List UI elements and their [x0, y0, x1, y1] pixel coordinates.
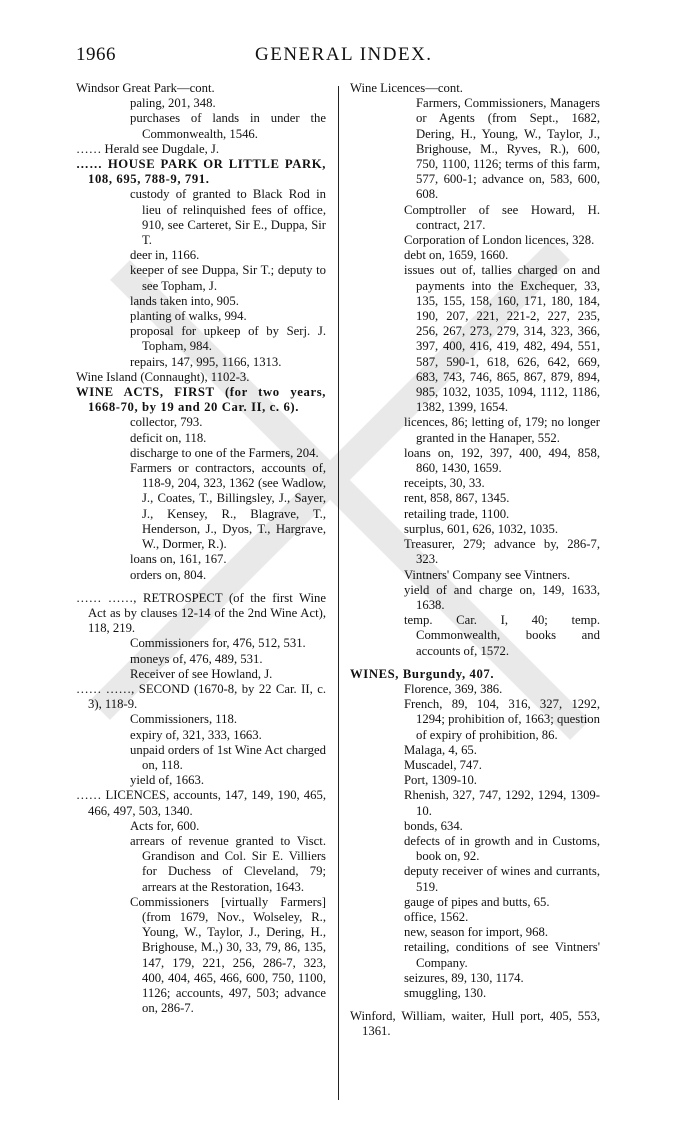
index-column-right [350, 81, 600, 1040]
index-entry: planting of walks, 994. [130, 309, 247, 324]
index-entry: issues out of, tallies charged on and payments into the Exchequer, 33, 135, 155, 158, 160, 171, 180, 184, 190, 207, 221, 221-2, 227, 235, 256, 267, 273, 279, 314, 323, 366, 397, 400, 416, 419, 482, 494, 551, 587, 590-1, 618, 626, 642, 669, 683, 743, 746, 865, 867, 879, 894, 985, 1032, 1035, 1094, 1112, 1186, 1382, 1399, 1654. [404, 263, 600, 415]
index-column-left [76, 81, 326, 1016]
index-entry: French, 89, 104, 316, 327, 1292, 1294; prohibition of, 1663; question of expiry of prohibition, 86. [404, 697, 600, 742]
index-entry: discharge to one of the Farmers, 204. [130, 445, 319, 460]
index-entry: repairs, 147, 995, 1166, 1313. [130, 354, 282, 369]
index-entry: lands taken into, 905. [130, 293, 239, 308]
entry-gap [350, 1001, 600, 1009]
index-entry: Malaga, 4, 65. [404, 742, 477, 757]
index-entry: deer in, 1166. [130, 248, 200, 263]
index-entry: Acts for, 600. [130, 818, 200, 833]
index-entry: …… ……, RETROSPECT (of the first Wine Act as by clauses 12-14 of the 2nd Wine Act), 118, 219. [76, 590, 326, 636]
column-divider [338, 86, 339, 1100]
index-entry: deficit on, 118. [130, 430, 207, 445]
index-entry: Commissioners [virtually Farmers] (from 1679, Nov., Wolseley, R., Young, W., Taylor, J., Dering, H., Brighouse, M.,) 30, 33, 79, 86, 135, 147, 179, 221, 256, 286-7, 323, 400, 404, 465, 466, 600, 750, 1100, 1126; accounts, 497, 503; advance on, 286-7. [130, 894, 326, 1016]
index-entry: Vintners' Company see Vintners. [404, 567, 571, 582]
index-entry: Winford, William, waiter, Hull port, 405, 553, 1361. [350, 1009, 600, 1039]
index-entry: yield of, 1663. [130, 773, 205, 788]
index-entry: orders on, 804. [130, 567, 207, 582]
index-entry: custody of granted to Black Rod in lieu of relinquished fees of office, 910, see Carteret, Sir E., Duppa, Sir T. [130, 187, 326, 248]
index-entry: arrears of revenue granted to Visct. Grandison and Col. Sir E. Villiers for Duchess of Cleveland, 79; arrears at the Restoration, 1643. [130, 833, 326, 894]
entry-gap [350, 659, 600, 667]
index-entry: smuggling, 130. [404, 985, 487, 1000]
index-entry: retailing, conditions of see Vintners' Company. [404, 940, 600, 970]
index-entry: Comptroller of see Howard, H. contract, 217. [404, 202, 600, 232]
index-entry: …… Herald see Dugdale, J. [76, 141, 220, 156]
index-entry: Wine Licences—cont. [350, 81, 463, 95]
index-entry: WINES, Burgundy, 407. [350, 666, 495, 681]
index-entry: licences, 86; letting of, 179; no longer granted in the Hanaper, 552. [404, 415, 600, 445]
index-entry: WINE ACTS, FIRST (for two years, 1668-70, by 19 and 20 Car. II, c. 6). [76, 385, 326, 415]
index-entry: Muscadel, 747. [404, 757, 482, 772]
index-entry: paling, 201, 348. [130, 96, 216, 111]
index-entry: deputy receiver of wines and currants, 519. [404, 864, 600, 894]
index-entry: debt on, 1659, 1660. [404, 248, 509, 263]
index-entry: Treasurer, 279; advance by, 286-7, 323. [404, 537, 600, 567]
index-entry: Port, 1309-10. [404, 773, 477, 788]
index-entry: new, season for import, 968. [404, 925, 548, 940]
running-head: GENERAL INDEX. [255, 44, 433, 65]
index-entry: temp. Car. I, 40; temp. Commonwealth, books and accounts of, 1572. [404, 613, 600, 658]
index-entry: yield of and charge on, 149, 1633, 1638. [404, 582, 600, 612]
index-entry: loans on, 192, 397, 400, 494, 858, 860, 1430, 1659. [404, 445, 600, 476]
index-entry: keeper of see Duppa, Sir T.; deputy to see Topham, J. [130, 263, 326, 293]
index-entry: Florence, 369, 386. [404, 681, 503, 696]
index-entry: purchases of lands in under the Commonwealth, 1546. [130, 111, 326, 141]
index-entry: Receiver of see Howland, J. [130, 666, 273, 681]
index-entry: moneys of, 476, 489, 531. [130, 651, 263, 666]
index-entry: retailing trade, 1100. [404, 506, 510, 521]
index-entry: Farmers, Commissioners, Managers or Agents (from Sept., 1682, Dering, H., Young, W., Taylor, J., Brighouse, M., Ryves, R.), 600, 750, 1100, 1126; terms of this farm, 577, 600-1; advance on, 583, 600, 608. [416, 96, 600, 202]
index-entry: surplus, 601, 626, 1032, 1035. [404, 521, 559, 536]
index-entry: expiry of, 321, 333, 1663. [130, 727, 262, 742]
index-entry: Corporation of London licences, 328. [404, 233, 595, 248]
index-entry: unpaid orders of 1st Wine Act charged on, 118. [130, 742, 326, 772]
index-entry: Farmers or contractors, accounts of, 118-9, 204, 323, 1362 (see Wadlow, J., Coates, T., Billingsley, J., Sayer, J., Kensey, R., Blagrave, T., Henderson, J., Dyos, T., Hargrave, W., Dormer, R.). [130, 461, 326, 552]
index-entry: rent, 858, 867, 1345. [404, 491, 510, 506]
index-entry: Commissioners for, 476, 512, 531. [130, 636, 306, 651]
page-number: 1966 [76, 44, 116, 65]
index-entry: Commissioners, 118. [130, 712, 238, 727]
index-entry: proposal for upkeep of by Serj. J. Topham, 984. [130, 324, 326, 354]
index-entry: collector, 793. [130, 415, 203, 430]
index-entry: Windsor Great Park—cont. [76, 81, 215, 95]
index-entry: …… HOUSE PARK OR LITTLE PARK, 108, 695, 788-9, 791. [76, 157, 326, 187]
entry-gap [76, 583, 326, 591]
index-entry: …… LICENCES, accounts, 147, 149, 190, 465, 466, 497, 503, 1340. [76, 788, 326, 818]
index-entry: …… ……, SECOND (1670-8, by 22 Car. II, c. 3), 118-9. [76, 681, 326, 712]
index-entry: defects of in growth and in Customs, book on, 92. [404, 833, 600, 864]
index-entry: loans on, 161, 167. [130, 552, 227, 567]
index-entry: receipts, 30, 33. [404, 476, 485, 491]
index-entry: gauge of pipes and butts, 65. [404, 894, 550, 909]
index-entry: Rhenish, 327, 747, 1292, 1294, 1309-10. [404, 788, 600, 818]
index-entry: seizures, 89, 130, 1174. [404, 970, 524, 985]
index-entry: office, 1562. [404, 909, 469, 924]
index-entry: Wine Island (Connaught), 1102-3. [76, 369, 250, 384]
index-entry: bonds, 634. [404, 818, 463, 833]
